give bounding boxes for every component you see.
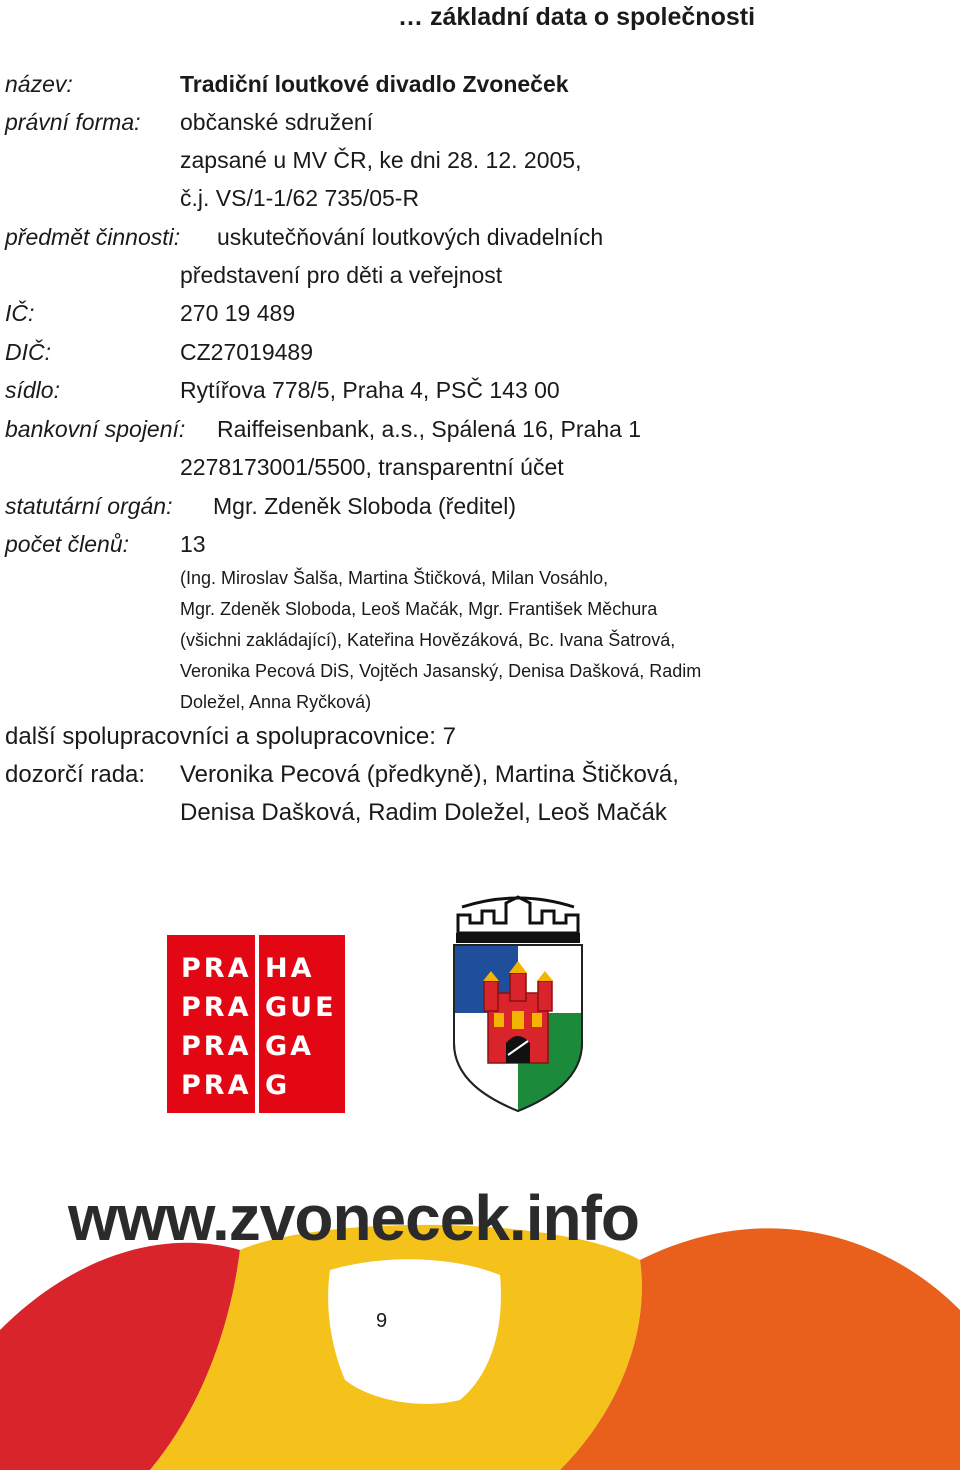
dic-value: CZ27019489 — [180, 339, 313, 365]
activity-value-2: představení pro děti a veřejnost — [180, 262, 503, 288]
name-label: název: — [5, 71, 73, 97]
prague-logo-text: GA — [265, 1031, 315, 1062]
members-list-line: (Ing. Miroslav Šalša, Martina Štičková, Milan Vosáhlo, — [180, 568, 609, 588]
activity-value-1: uskutečňování loutkových divadelních — [217, 224, 604, 250]
prague-logo-text: PRA — [181, 1070, 252, 1101]
bank-label: bankovní spojení: — [5, 416, 186, 442]
prague-logo-text: PRA — [181, 992, 252, 1023]
prague-logo-text: PRA — [181, 1031, 252, 1062]
form-value-1: občanské sdružení — [180, 109, 374, 135]
ic-value: 270 19 489 — [180, 300, 296, 326]
board-value-2: Denisa Dašková, Radim Doležel, Leoš Mačák — [180, 799, 667, 826]
prague-logo — [167, 935, 345, 1113]
name-value: Tradiční loutkové divadlo Zvoneček — [180, 71, 569, 97]
board-label: dozorčí rada: — [5, 761, 146, 788]
members-label: počet členů: — [5, 531, 130, 557]
website-url: www.zvonecek.info — [68, 1182, 639, 1254]
bank-value-1: Raiffeisenbank, a.s., Spálená 16, Praha 1 — [217, 416, 642, 442]
form-value-3: č.j. VS/1-1/62 735/05-R — [180, 185, 420, 211]
dic-label: DIČ: — [5, 339, 51, 365]
prague-logo-divider — [255, 935, 259, 1113]
seat-value: Rytířova 778/5, Praha 4, PSČ 143 00 — [180, 377, 560, 403]
form-label: právní forma: — [5, 109, 141, 135]
collaborators: další spolupracovníci a spolupracovnice: 7 — [5, 723, 456, 750]
seat-label: sídlo: — [5, 377, 60, 403]
coat-of-arms-icon — [450, 893, 585, 1113]
members-list-line: Mgr. Zdeněk Sloboda, Leoš Mačák, Mgr. František Měchura — [180, 599, 658, 619]
members-list-line: Veronika Pecová DiS, Vojtěch Jasanský, Denisa Dašková, Radim — [180, 661, 702, 681]
activity-label: předmět činnosti: — [5, 224, 181, 250]
board-value-1: Veronika Pecová (předkyně), Martina Štičková, — [180, 761, 679, 788]
page-number: 9 — [376, 1310, 388, 1332]
members-list-line: (všichni zakládající), Kateřina Hovězáková, Bc. Ivana Šatrová, — [180, 630, 676, 650]
prague-logo-text: PRA — [181, 953, 252, 984]
statutory-label: statutární orgán: — [5, 493, 173, 519]
form-value-2: zapsané u MV ČR, ke dni 28. 12. 2005, — [180, 147, 582, 173]
statutory-value: Mgr. Zdeněk Sloboda (ředitel) — [213, 493, 516, 519]
ic-label: IČ: — [5, 300, 35, 326]
prague-logo-text: G — [265, 1070, 291, 1101]
members-list-line: Doležel, Anna Ryčková) — [180, 692, 372, 712]
prague-logo-text: HA — [265, 953, 315, 984]
members-value: 13 — [180, 531, 206, 557]
prague-logo-text: GUE — [265, 992, 337, 1023]
bank-value-2: 2278173001/5500, transparentní účet — [180, 454, 564, 480]
jester-white-collar — [328, 1259, 501, 1404]
page-heading: … základní data o společnosti — [398, 3, 756, 31]
